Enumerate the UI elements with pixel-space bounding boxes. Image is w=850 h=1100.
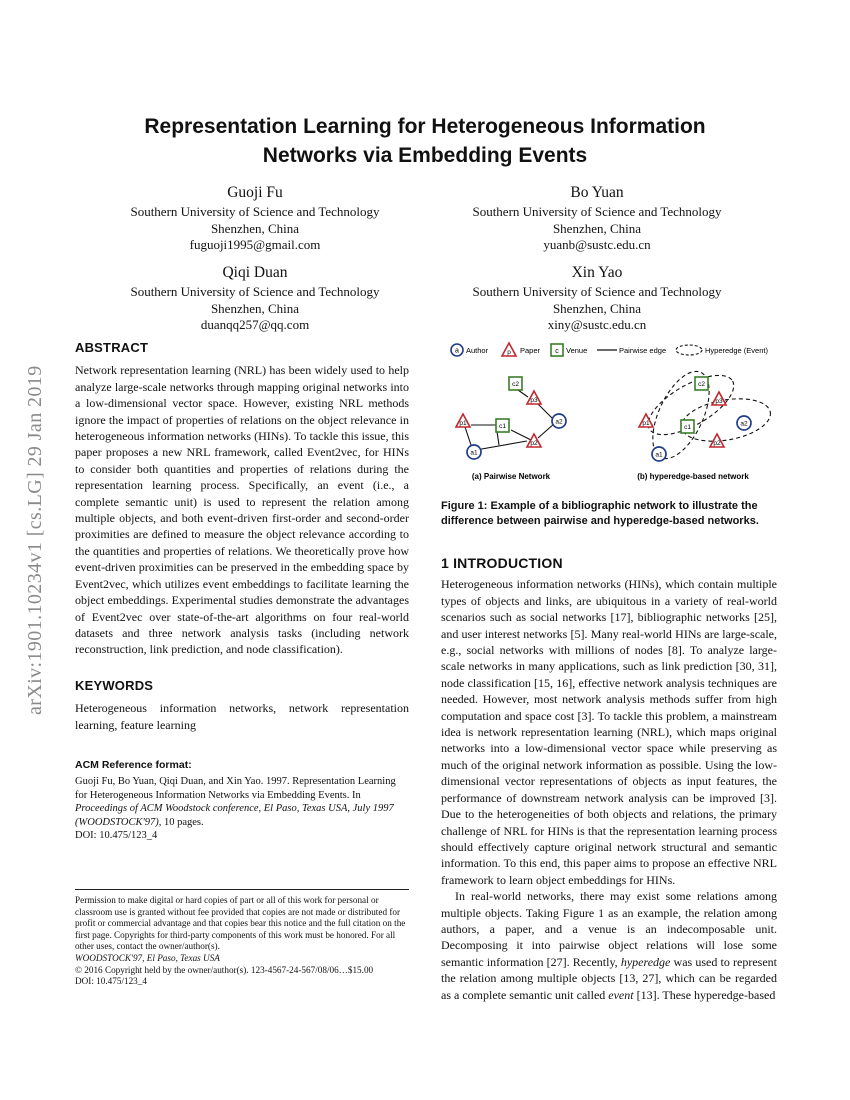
author-block-4: [437, 263, 757, 334]
venue-legend-label: Venue: [566, 346, 588, 355]
para2-text-e: [13]. These hyperedge-based: [633, 987, 776, 1002]
author-name: Xin Yao: [571, 264, 623, 281]
acm-reference-venue: Proceedings of ACM Woodstock conference, El Paso, Texas USA, July 1997 (WOODSTOCK'97),: [75, 803, 394, 828]
edge-c1-p2: [511, 430, 531, 440]
node-label-a1: a1: [655, 451, 663, 459]
acm-reference: [75, 775, 409, 843]
footnote-doi: DOI: 10.475/123_4: [75, 976, 147, 987]
conference-line: WOODSTOCK'97, El Paso, Texas USA: [75, 952, 220, 963]
node-label-p1: p1: [459, 420, 467, 427]
left-column: [75, 340, 409, 843]
venue-legend-symbol: c: [555, 348, 559, 355]
node-label-a1: a1: [470, 449, 478, 457]
node-label-c1: c1: [499, 423, 506, 430]
node-label-p2: p2: [530, 440, 538, 447]
author-name: Qiqi Duan: [222, 264, 288, 281]
edge-p1-a1: [465, 427, 471, 445]
author-legend-label: Author: [466, 346, 489, 355]
figure-caption: [441, 499, 777, 528]
subcaption-b: (b) hyperedge-based network: [637, 472, 749, 481]
acm-reference-pages: 10 pages.: [161, 816, 204, 828]
author-email: xiny@sustc.edu.cn: [547, 317, 647, 332]
hyperedge-network: [637, 363, 774, 481]
hyperedge-legend-icon: [676, 345, 702, 355]
edge-c2-p3: [518, 390, 528, 397]
node-label-a2: a2: [740, 420, 748, 428]
hyperedge-legend-label: Hyperedge (Event): [705, 346, 768, 355]
author-email: yuanb@sustc.edu.cn: [543, 237, 651, 252]
para2-hyperedge: hyperedge: [620, 954, 671, 969]
author-block-2: [437, 183, 757, 254]
caption-label: Figure 1:: [441, 500, 488, 512]
author-location: Shenzhen, China: [552, 300, 642, 316]
introduction-section: [441, 555, 777, 1003]
pairwise-edge-legend-label: Pairwise edge: [619, 346, 667, 355]
pairwise-network: [456, 377, 566, 481]
hyperedge-2: [639, 364, 742, 447]
arxiv-stamp: arXiv:1901.10234v1 [cs.LG] 29 Jan 2019: [24, 365, 46, 715]
node-label-a2: a2: [555, 418, 563, 426]
author-location: Shenzhen, China: [210, 300, 300, 316]
introduction-heading: 1 INTRODUCTION: [441, 555, 563, 571]
node-label-c2: c2: [512, 381, 519, 388]
subcaption-a: (a) Pairwise Network: [471, 472, 551, 481]
author-location: Shenzhen, China: [552, 220, 642, 236]
paper-legend-symbol: p: [507, 349, 511, 356]
node-label-c1: c1: [684, 424, 691, 431]
acm-reference-citation: Guoji Fu, Bo Yuan, Qiqi Duan, and Xin Yao. 1997. Representation Learning for Heterogeneous Information Networks via Embedding Events. In: [75, 776, 396, 801]
keywords-heading: KEYWORDS: [75, 677, 154, 693]
author-affiliation: Southern University of Science and Technology: [130, 204, 380, 219]
abstract-text: Network representation learning (NRL) has been widely used to help analyze large-scale networks through mapping original networks into a low-dimensional vector space. However, existing NRL methods ignore the impact of properties of relations on the object relevance in heterogeneous information networks (HINs). To tackle this issue, this paper proposes a new NRL framework, called Event2vec, for HINs to consider both quantities and properties of relations during the representation learning process. Specifically, an event (i.e., a complete semantic unit) is used to represent the relation among multiple objects, and both event-driven first-order and second-order proximities are defined to measure the object relevance according to the quantities and properties of relations. We theoretically prove how event-driven proximities can be preserved in the embedding space by Event2vec, which utilizes event embeddings to facilitate learning the object embeddings. Experimental studies demonstrate the advantages of Event2vec over state-of-the-art algorithms on four real-world datasets and three network analysis tasks (including network reconstruction, link prediction, and node classification).: [75, 363, 409, 657]
copyright-line: © 2016 Copyright held by the owner/author(s). 123-4567-24-567/08/06…$15.00: [75, 964, 374, 975]
footnote-rule: [75, 889, 409, 890]
author-affiliation: Southern University of Science and Technology: [472, 284, 722, 299]
paper-title: Representation Learning for Heterogeneous Information Networks via Embedding Events: [144, 115, 706, 167]
paper-legend-label: Paper: [520, 346, 541, 355]
author-name: Guoji Fu: [227, 184, 283, 201]
caption-text: Example of a bibliographic network to illustrate the difference between pairwise and hyperedge-based networks.: [441, 500, 759, 527]
keywords-text: Heterogeneous information networks, network representation learning, feature learning: [75, 701, 409, 732]
figure-legend: [451, 343, 768, 356]
figure-1: [441, 335, 777, 495]
abstract-heading: ABSTRACT: [75, 340, 149, 355]
node-label-p3: p3: [715, 398, 723, 405]
node-label-p2: p2: [713, 440, 721, 447]
node-label-c2: c2: [698, 381, 705, 388]
acm-reference-heading: ACM Reference format:: [75, 758, 192, 771]
node-label-p1: p1: [642, 420, 650, 427]
para2-text-c: was used to represent the relation among multiple objects [13, 27], which can be regarded as a complete semantic unit called: [441, 954, 778, 1002]
author-block-3: [95, 263, 415, 334]
copyright-footnote: [75, 889, 409, 988]
author-name: Bo Yuan: [570, 184, 624, 201]
permission-notice: Permission to make digital or hard copies of part or all of this work for personal or classroom use is granted without fee provided that copies are not made or distributed for profit or commercial advantage and that copies bear this notice and the full citation on the first page. Copyrights for third-party components of this work must be honored. For all other uses, contact the owner/author(s).: [75, 895, 406, 952]
author-email: duanqq257@qq.com: [200, 317, 310, 332]
node-label-p3: p3: [530, 397, 538, 404]
para2-text-a: In real-world networks, there may exist some relations among multiple objects. Taking Figure 1 as an example, the relation among authors, a paper, and a venue is an indecomposable unit. Decomposing it into pairwise object relations will lose some semantic information [27]. Recently,: [441, 889, 777, 969]
author-affiliation: Southern University of Science and Technology: [130, 284, 380, 299]
introduction-paragraph-1: Heterogeneous information networks (HINs), which contain multiple types of objects and links, are ubiquitous in a variety of real-world scenarios such as social networks [17], bibliographic networks [25], and user interest networks [5]. Many real-world HINs are large-scale, e.g., social networks with millions of nodes [8]. To analyze large-scale networks in many applications, such as link prediction [30, 31], node classification [15, 16], effective network analysis techniques are needed. However, most network analysis methods suffer from high computation and space cost [3]. To tackle this problem, a mainstream idea is network representation learning (NRL), which maps original networks into a low-dimensional vector space while preserving as much of the original network information as possible. Using the low-dimensional vector representations of objects as input features, the performance of downstream network analysis can be improved [3]. Due to the heterogeneities of both objects and relations, the primary challenge of NRL for HINs is that the representation learning process should effectively capture original network structural and semantic information. To this end, this paper aims to propose an effective NRL framework to learn object embeddings for HINs.: [441, 577, 777, 887]
author-legend-symbol: a: [455, 347, 459, 355]
author-location: Shenzhen, China: [210, 220, 300, 236]
acm-reference-doi: DOI: 10.475/123_4: [75, 830, 158, 842]
author-email: fuguoji1995@gmail.com: [189, 237, 321, 252]
para2-event: event: [608, 987, 634, 1002]
network-figure: [441, 335, 777, 495]
author-block-1: [95, 183, 415, 254]
author-affiliation: Southern University of Science and Technology: [472, 204, 722, 219]
edge-a1-p2: [476, 441, 527, 450]
introduction-paragraph-2: [441, 888, 777, 1003]
